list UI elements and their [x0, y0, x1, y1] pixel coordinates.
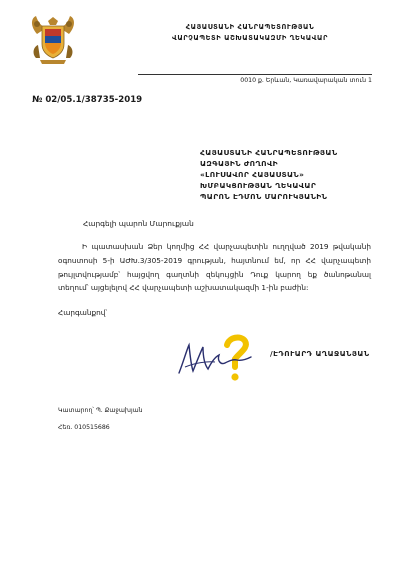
letterhead — [130, 22, 370, 44]
recipient-line: ՀԱՅԱՍՏԱՆԻ ՀԱՆՐԱՊԵՏՈՒԹՅԱՆ — [200, 148, 338, 157]
closing: Հարգանքով՝ — [58, 308, 108, 317]
letter-body: Ի պատասխան Ձեր կողմից ՀՀ վարչապետին ուղղված 2019 թվականի օգոստոսի 5-ի ԱԺԽ.3/305-2019 գրության, հայտնում եմ, որ ՀՀ վարչապետի թույլտվությամբ՝ հայցվող գաղտնի զեկույցին Դուք կարող եք ծանոթանալ տեղում՝ այցելելով ՀՀ վարչապետի աշխատակազմի 1-ին բաժին: — [58, 242, 371, 293]
recipient-line: «ԼՈՒՍԱՎՈՐ ՀԱՅԱՍՏԱՆ» — [200, 170, 305, 179]
signer-name: /ԷԴՈՒԱՐԴ ԱՂԱՋԱՆՅԱՆ — [270, 349, 370, 358]
letterhead-line-2: ՎԱՐՉԱՊԵՏԻ ԱՇԽԱՏԱԿԱԶՄԻ ՂԵԿԱՎԱՐ — [172, 34, 328, 42]
handwritten-signature — [175, 333, 257, 385]
recipient-line: ԽՄԲԱԿՑՈՒԹՅԱՆ ՂԵԿԱՎԱՐ — [200, 181, 317, 190]
document-number: № 02/05.1/38735-2019 — [32, 95, 143, 105]
salutation: Հարգելի պարոն Մարուքյան — [83, 219, 194, 228]
executor: Կատարող՝ Պ. Քաջախյան — [58, 407, 143, 414]
coat-of-arms-emblem — [28, 14, 78, 66]
recipient-line: ԱԶԳԱՅԻՆ ԺՈՂՈՎԻ — [200, 159, 278, 168]
recipient-block — [200, 147, 338, 202]
header-divider — [138, 74, 372, 75]
phone-number: Հեռ. 010515686 — [58, 424, 110, 431]
letterhead-line-1: ՀԱՅԱՍՏԱՆԻ ՀԱՆՐԱՊԵՏՈՒԹՅԱՆ — [185, 23, 315, 31]
recipient-line: ՊԱՐՈՆ ԷԴՄՈՆ ՄԱՐՈՒԿՅԱՆԻՆ — [200, 192, 328, 201]
address: 0010 ք. Երևան, Կառավարական տուն 1 — [240, 77, 372, 84]
